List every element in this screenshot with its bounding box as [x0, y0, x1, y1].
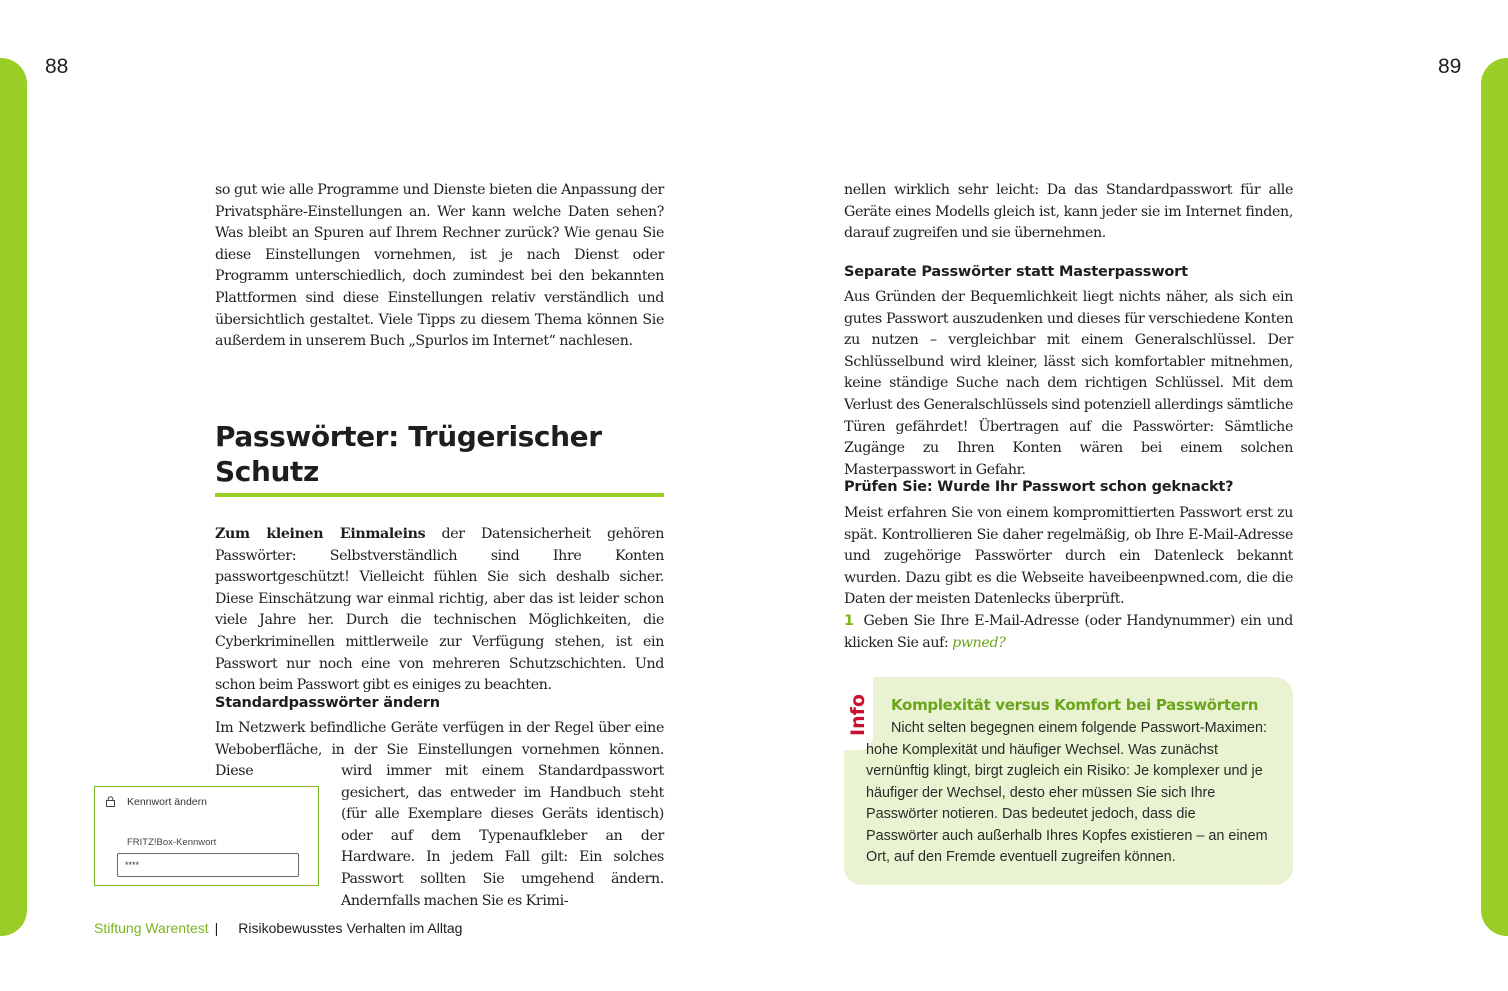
chapter-heading: Passwörter: Trügerischer Schutz [215, 419, 664, 497]
subhead-standard-passwords: Standardpasswörter ändern [215, 695, 440, 711]
svg-text:Info: Info [847, 694, 869, 736]
subhead-check-password: Prüfen Sie: Wurde Ihr Passwort schon geknackt? [844, 479, 1234, 495]
check-password-paragraph: Meist erfahren Sie von einem kompromittierten Passwort erst zu spät. Kontrollieren Sie daher regelmäßig, ob Ihre E-Mail-Adresse und zugehörige Passwörter durch ein Datenleck bekannt wurden. Dazu gibt es die Webseite haveibeenpwned.com, die die Daten der meisten Datenlecks überprüft. [844, 505, 1293, 608]
page-number-left: 88 [45, 55, 69, 78]
subhead-separate-passwords: Separate Passwörter statt Masterpasswort [844, 264, 1188, 280]
step-1 [844, 611, 1293, 654]
password-change-screenshot [94, 786, 319, 886]
standard-passwords-paragraph-top: Im Netzwerk befindliche Geräte verfügen in der Regel über eine Weboberfläche, in der Sie Einstellungen vornehmen können. Diese [215, 720, 664, 780]
screenshot-password-field: **** [117, 853, 299, 877]
pwned-link: pwned? [952, 634, 1006, 651]
separate-passwords-paragraph: Aus Gründen der Bequemlichkeit liegt nichts näher, als sich ein gutes Passwort auszudenken und dieses für verschiedene Konten zu nutzen – vergleichbar mit einem Generalschlüssel. Der Schlüsselbund wird kleiner, lässt sich komfortabler mitnehmen, keine ständige Suche nach dem richtigen Schlüssel. Mit dem Verlust des Generalschlüssels sind potenziell allerdings sämtliche Türen gefährdet! Übertragen auf die Passwörter: Sämtliche Zugänge zu Ihren Konten wären bei einem solchen Masterpasswort in Gefahr. [844, 289, 1293, 478]
paragraph-lead: Zum kleinen Einmaleins [215, 526, 426, 542]
lock-icon [105, 796, 116, 807]
page-footer [94, 920, 462, 936]
right-edge-marker [1481, 58, 1508, 936]
footer-brand: Stiftung Warentest [94, 920, 209, 936]
step-number: 1 [844, 613, 854, 629]
continued-paragraph: nellen wirklich sehr leicht: Da das Standardpasswort für alle Geräte eines Modells gleich ist, kann jeder sie im Internet finden, darauf zugreifen und sie übernehmen. [844, 182, 1293, 242]
intro-paragraph: so gut wie alle Programme und Dienste bieten die Anpassung der Privatsphäre-Einstellungen an. Wer kann welche Daten sehen? Was bleibt an Spuren auf Ihrem Rechner zurück? Wie genau Sie diese Einstellungen vornehmen, ist je nach Dienst oder Programm unterschiedlich, doch zumindest bei den bekannten Plattformen sind diese Einstellungen relativ verständlich und übersichtlich gestaltet. Viele Tipps zu diesem Thema können Sie außerdem in unserem Buch „Spurlos im Internet“ nachlesen. [215, 182, 664, 350]
footer-chapter: Risikobewusstes Verhalten im Alltag [238, 920, 463, 936]
info-body: Nicht selten begegnen einem folgende Passwort-Maximen: hohe Komplexität und häufiger Wechsel. Was zunächst vernünftig klingt, birgt zugleich ein Risiko: Je komplexer und je häufiger der Wechsel, desto eher müssen Sie sich Ihre Passwörter notieren. Das bedeutet jedoch, dass die Passwörter auch außerhalb Ihres Kopfes existieren – an einem Ort, auf den Fremde eventuell zugreifen können. [866, 720, 1268, 865]
screenshot-title: Kennwort ändern [127, 796, 207, 808]
screenshot-field-label: FRITZ!Box-Kennwort [127, 837, 217, 848]
standard-passwords-paragraph-rest: wird immer mit einem Standardpasswort gesichert, das entweder im Handbuch steht (für alle Exemplare dieses Geräts identisch) oder auf dem Typenaufkleber an der Hardware. In jedem Fall gilt: Ein solches Passwort sollten Sie umgehend ändern. Andernfalls machen Sie es Krimi- [341, 763, 664, 909]
step-text: Geben Sie Ihre E-Mail-Adresse (oder Handynummer) ein und klicken Sie auf: [844, 613, 1293, 651]
passwords-paragraph [215, 524, 664, 697]
left-edge-marker [0, 58, 27, 936]
paragraph-text: der Datensicherheit gehören Passwörter: Selbstverständlich sind Ihre Konten passwortgeschützt! Vielleicht fühlen Sie sich deshalb sicher. Diese Einschätzung war einmal richtig, aber das ist leider schon viele Jahre her. Durch die technischen Möglichkeiten, die Cyberkriminellen mittlerweile zur Verfügung stehen, ist ein Passwort nur noch eine von mehreren Schutzschichten. Und schon beim Passwort gibt es einiges zu beachten. [215, 526, 664, 694]
info-title: Komplexität versus Komfort bei Passwörtern [891, 696, 1259, 714]
footer-separator: | [214, 920, 219, 936]
page-number-right: 89 [1438, 55, 1462, 78]
